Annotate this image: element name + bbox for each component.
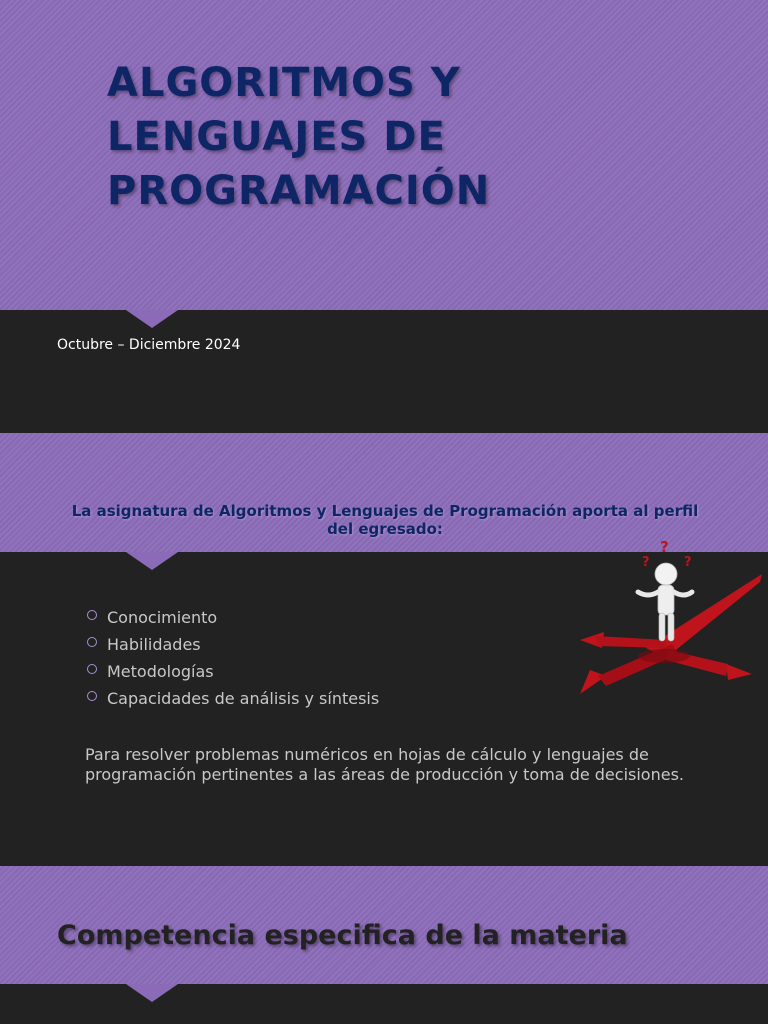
- question-mark-icon: ?: [642, 555, 650, 570]
- person-body: [658, 585, 674, 615]
- person-leg: [659, 613, 665, 641]
- person-leg: [668, 613, 674, 641]
- band-notch: [126, 310, 178, 328]
- circle-bullet-icon: [87, 691, 97, 701]
- person-arm: [638, 592, 658, 595]
- band-notch: [126, 984, 178, 1002]
- slide-title: [107, 56, 667, 218]
- person-arm: [674, 592, 692, 595]
- section-heading: Competencia especifica de la materia: [57, 920, 628, 951]
- intro-heading: La asignatura de Algoritmos y Lenguajes de Programación aporta al perfil del egresado:: [71, 502, 699, 538]
- arrow-shape: [596, 636, 666, 648]
- arrow-head: [580, 670, 606, 694]
- question-mark-icon: ?: [684, 555, 692, 570]
- list-item: [86, 608, 379, 635]
- question-mark-icon: ?: [660, 538, 669, 556]
- shadow-shape: [638, 649, 690, 663]
- description-paragraph: Para resolver problemas numéricos en hojas de cálculo y lenguajes de programación pertinentes a las áreas de producción y toma de decisiones.: [85, 745, 684, 784]
- list-item-label: Capacidades de análisis y síntesis: [107, 689, 380, 708]
- list-item: [86, 635, 379, 662]
- person-at-crossroads-icon: [576, 536, 762, 706]
- circle-bullet-icon: [87, 610, 97, 620]
- title-line: PROGRAMACIÓN: [107, 168, 491, 214]
- title-line: ALGORITMOS Y: [107, 60, 461, 106]
- circle-bullet-icon: [87, 637, 97, 647]
- list-item: [86, 689, 379, 716]
- arrow-head: [726, 664, 752, 680]
- competency-list: [86, 608, 379, 716]
- circle-bullet-icon: [87, 664, 97, 674]
- person-head: [655, 563, 677, 585]
- list-item-label: Habilidades: [107, 635, 201, 654]
- list-item-label: Conocimiento: [107, 608, 218, 627]
- title-line: LENGUAJES DE: [107, 114, 446, 160]
- list-item: [86, 662, 379, 689]
- list-item-label: Metodologías: [107, 662, 214, 681]
- date-subtitle: Octubre – Diciembre 2024: [57, 337, 241, 353]
- band-notch: [126, 552, 178, 570]
